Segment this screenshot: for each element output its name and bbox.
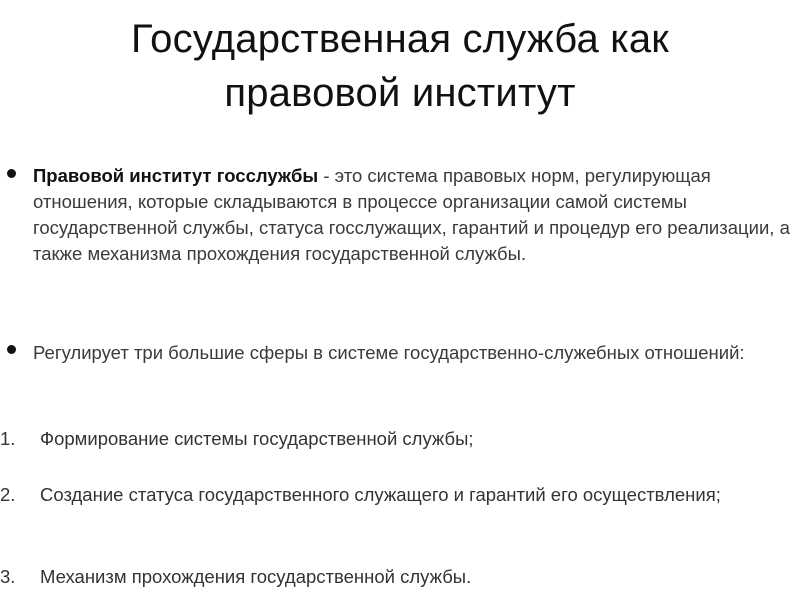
bullet-dot — [7, 169, 16, 178]
list-item-text: Механизм прохождения государственной службы. — [40, 566, 472, 587]
slide-title-line-2: правовой институт — [224, 71, 576, 115]
slide-title-line-1: Государственная служба как — [131, 17, 669, 61]
bullet-definition-term: Правовой институт госслужбы — [33, 165, 319, 186]
bullet-dot — [7, 345, 16, 354]
list-item-text: Формирование системы государственной службы; — [40, 428, 474, 449]
slide-title — [0, 12, 800, 120]
list-item-number: 1. — [0, 428, 16, 449]
bullet-regulates-text: Регулирует три большие сферы в системе государственно-служебных отношений: — [33, 342, 745, 363]
bullet-definition-body: - это система правовых норм, регулирующая отношения, которые складываются в процессе организации самой системы государственной службы, статуса госслужащих, гарантий и процедур его реализации, а также механизма прохождения государственной службы. — [33, 165, 790, 264]
list-item-number: 3. — [0, 566, 16, 587]
bullet-definition-text — [33, 163, 793, 267]
list-item-number: 2. — [0, 484, 16, 505]
list-item-text: Создание статуса государственного служащего и гарантий его осуществления; — [40, 484, 721, 505]
